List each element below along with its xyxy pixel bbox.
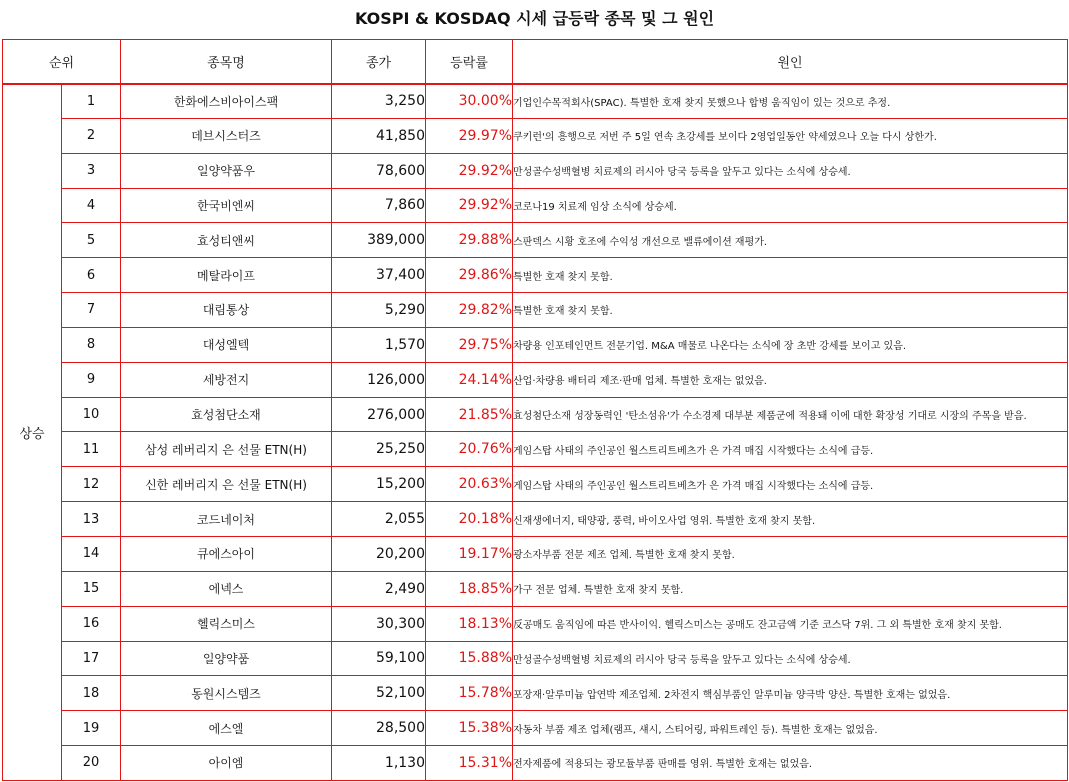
stock-table [2,39,1068,781]
rank-cell: 10 [62,397,121,432]
stock-name-cell: 에스엘 [121,711,332,746]
stock-name-cell: 데브시스터즈 [121,118,332,153]
table-row [3,84,1068,119]
closing-price-cell: 52,100 [332,676,426,711]
reason-cell: 만성골수성백혈병 치료제의 러시아 당국 등록을 앞두고 있다는 소식에 상승세. [513,641,1068,676]
stock-name-cell: 신한 레버리지 은 선물 ETN(H) [121,467,332,502]
reason-cell: 포장재·알루미늄 압연박 제조업체. 2차전지 핵심부품인 알루미늄 양극박 양산. 특별한 호재는 없었음. [513,676,1068,711]
reason-cell: 산업·차량용 배터리 제조·판매 업체. 특별한 호재는 없었음. [513,362,1068,397]
table-row [3,293,1068,328]
reason-cell: 게임스탑 사태의 주인공인 월스트리트베츠가 은 가격 매집 시작했다는 소식에 급등. [513,432,1068,467]
stock-name-cell: 코드네이처 [121,502,332,537]
stock-name-cell: 동원시스템즈 [121,676,332,711]
closing-price-cell: 5,290 [332,293,426,328]
table-row [3,641,1068,676]
table-row [3,153,1068,188]
rank-cell: 5 [62,223,121,258]
table-row [3,746,1068,781]
reason-cell: 효성첨단소재 성장동력인 '탄소섬유'가 수소경제 대부분 제품군에 적용돼 이에 대한 확장성 기대로 시장의 주목을 받음. [513,397,1068,432]
rank-cell: 14 [62,536,121,571]
closing-price-cell: 28,500 [332,711,426,746]
stock-name-cell: 일양약품 [121,641,332,676]
reason-cell: 차량용 인포테인먼트 전문기업. M&A 매물로 나온다는 소식에 장 초반 강세를 보이고 있음. [513,327,1068,362]
change-rate-cell: 24.14% [426,362,513,397]
table-row [3,397,1068,432]
change-rate-cell: 20.76% [426,432,513,467]
stock-name-cell: 효성첨단소재 [121,397,332,432]
stock-name-cell: 메탈라이프 [121,258,332,293]
closing-price-cell: 20,200 [332,536,426,571]
closing-price-cell: 1,130 [332,746,426,781]
change-rate-cell: 20.63% [426,467,513,502]
change-rate-cell: 19.17% [426,536,513,571]
rank-cell: 3 [62,153,121,188]
reason-cell: 신재생에너지, 태양광, 풍력, 바이오사업 영위. 특별한 호재 찾지 못함. [513,502,1068,537]
reason-cell: 스판덱스 시황 호조에 수익성 개선으로 밸류에이션 재평가. [513,223,1068,258]
reason-cell: 자동차 부품 제조 업체(램프, 섀시, 스티어링, 파워트레인 등). 특별한 호재는 없었음. [513,711,1068,746]
closing-price-cell: 126,000 [332,362,426,397]
reason-cell: 쿠키런'의 흥행으로 저번 주 5일 연속 초강세를 보이다 2영업일동안 약세였으나 오늘 다시 상한가. [513,118,1068,153]
reason-cell: 전자제품에 적용되는 광모듈부품 판매를 영위. 특별한 호재는 없었음. [513,746,1068,781]
rank-cell: 4 [62,188,121,223]
header-change: 등락률 [426,40,513,84]
stock-name-cell: 효성티앤씨 [121,223,332,258]
change-rate-cell: 15.78% [426,676,513,711]
change-rate-cell: 29.82% [426,293,513,328]
change-rate-cell: 18.85% [426,571,513,606]
table-row [3,432,1068,467]
change-rate-cell: 20.18% [426,502,513,537]
stock-name-cell: 세방전지 [121,362,332,397]
reason-cell: 기업인수목적회사(SPAC). 특별한 호재 찾지 못했으나 합병 움직임이 있는 것으로 추정. [513,84,1068,119]
rank-cell: 7 [62,293,121,328]
header-rank: 순위 [3,40,121,84]
closing-price-cell: 30,300 [332,606,426,641]
table-row [3,118,1068,153]
group-label-rise: 상승 [3,84,62,781]
table-row [3,223,1068,258]
closing-price-cell: 2,490 [332,571,426,606]
table-row [3,711,1068,746]
closing-price-cell: 59,100 [332,641,426,676]
header-name: 종목명 [121,40,332,84]
change-rate-cell: 15.31% [426,746,513,781]
header-price: 종가 [332,40,426,84]
stock-name-cell: 아이엠 [121,746,332,781]
rank-cell: 9 [62,362,121,397]
stock-name-cell: 대림통상 [121,293,332,328]
rank-cell: 17 [62,641,121,676]
table-row [3,502,1068,537]
reason-cell: 코로나19 치료제 임상 소식에 상승세. [513,188,1068,223]
reason-cell: 만성골수성백혈병 치료제의 러시아 당국 등록을 앞두고 있다는 소식에 상승세. [513,153,1068,188]
stock-name-cell: 대성엘텍 [121,327,332,362]
rank-cell: 16 [62,606,121,641]
stock-name-cell: 일양약품우 [121,153,332,188]
table-row [3,606,1068,641]
stock-name-cell: 한화에스비아이스팩 [121,84,332,119]
closing-price-cell: 41,850 [332,118,426,153]
change-rate-cell: 15.88% [426,641,513,676]
stock-name-cell: 헬릭스미스 [121,606,332,641]
rank-cell: 2 [62,118,121,153]
stock-name-cell: 삼성 레버리지 은 선물 ETN(H) [121,432,332,467]
change-rate-cell: 30.00% [426,84,513,119]
reason-cell: 反공매도 움직임에 따른 반사이익. 헬릭스미스는 공매도 잔고금액 기준 코스닥 7위. 그 외 특별한 호재 찾지 못함. [513,606,1068,641]
table-row [3,467,1068,502]
stock-name-cell: 큐에스아이 [121,536,332,571]
rank-cell: 15 [62,571,121,606]
table-header-row [3,40,1068,84]
table-row [3,258,1068,293]
closing-price-cell: 15,200 [332,467,426,502]
closing-price-cell: 37,400 [332,258,426,293]
rank-cell: 11 [62,432,121,467]
reason-cell: 게임스탑 사태의 주인공인 월스트리트베츠가 은 가격 매집 시작했다는 소식에 급등. [513,467,1068,502]
closing-price-cell: 1,570 [332,327,426,362]
table-row [3,362,1068,397]
closing-price-cell: 25,250 [332,432,426,467]
closing-price-cell: 3,250 [332,84,426,119]
rank-cell: 20 [62,746,121,781]
change-rate-cell: 18.13% [426,606,513,641]
closing-price-cell: 389,000 [332,223,426,258]
rank-cell: 19 [62,711,121,746]
reason-cell: 특별한 호재 찾지 못함. [513,258,1068,293]
page-title: KOSPI & KOSDAQ 시세 급등락 종목 및 그 원인 [354,9,715,28]
closing-price-cell: 7,860 [332,188,426,223]
rank-cell: 13 [62,502,121,537]
stock-name-cell: 에넥스 [121,571,332,606]
reason-cell: 가구 전문 업체. 특별한 호재 찾지 못함. [513,571,1068,606]
table-row [3,327,1068,362]
table-row [3,676,1068,711]
closing-price-cell: 78,600 [332,153,426,188]
rank-cell: 12 [62,467,121,502]
rank-cell: 18 [62,676,121,711]
change-rate-cell: 21.85% [426,397,513,432]
stock-name-cell: 한국비엔씨 [121,188,332,223]
header-reason: 원인 [513,40,1068,84]
change-rate-cell: 29.97% [426,118,513,153]
change-rate-cell: 29.92% [426,153,513,188]
change-rate-cell: 29.75% [426,327,513,362]
rank-cell: 6 [62,258,121,293]
change-rate-cell: 29.88% [426,223,513,258]
table-row [3,188,1068,223]
table-row [3,536,1068,571]
rank-cell: 8 [62,327,121,362]
change-rate-cell: 29.92% [426,188,513,223]
closing-price-cell: 276,000 [332,397,426,432]
closing-price-cell: 2,055 [332,502,426,537]
table-row [3,571,1068,606]
change-rate-cell: 29.86% [426,258,513,293]
rank-cell: 1 [62,84,121,119]
reason-cell: 특별한 호재 찾지 못함. [513,293,1068,328]
change-rate-cell: 15.38% [426,711,513,746]
reason-cell: 광소자부품 전문 제조 업체. 특별한 호재 찾지 못함. [513,536,1068,571]
